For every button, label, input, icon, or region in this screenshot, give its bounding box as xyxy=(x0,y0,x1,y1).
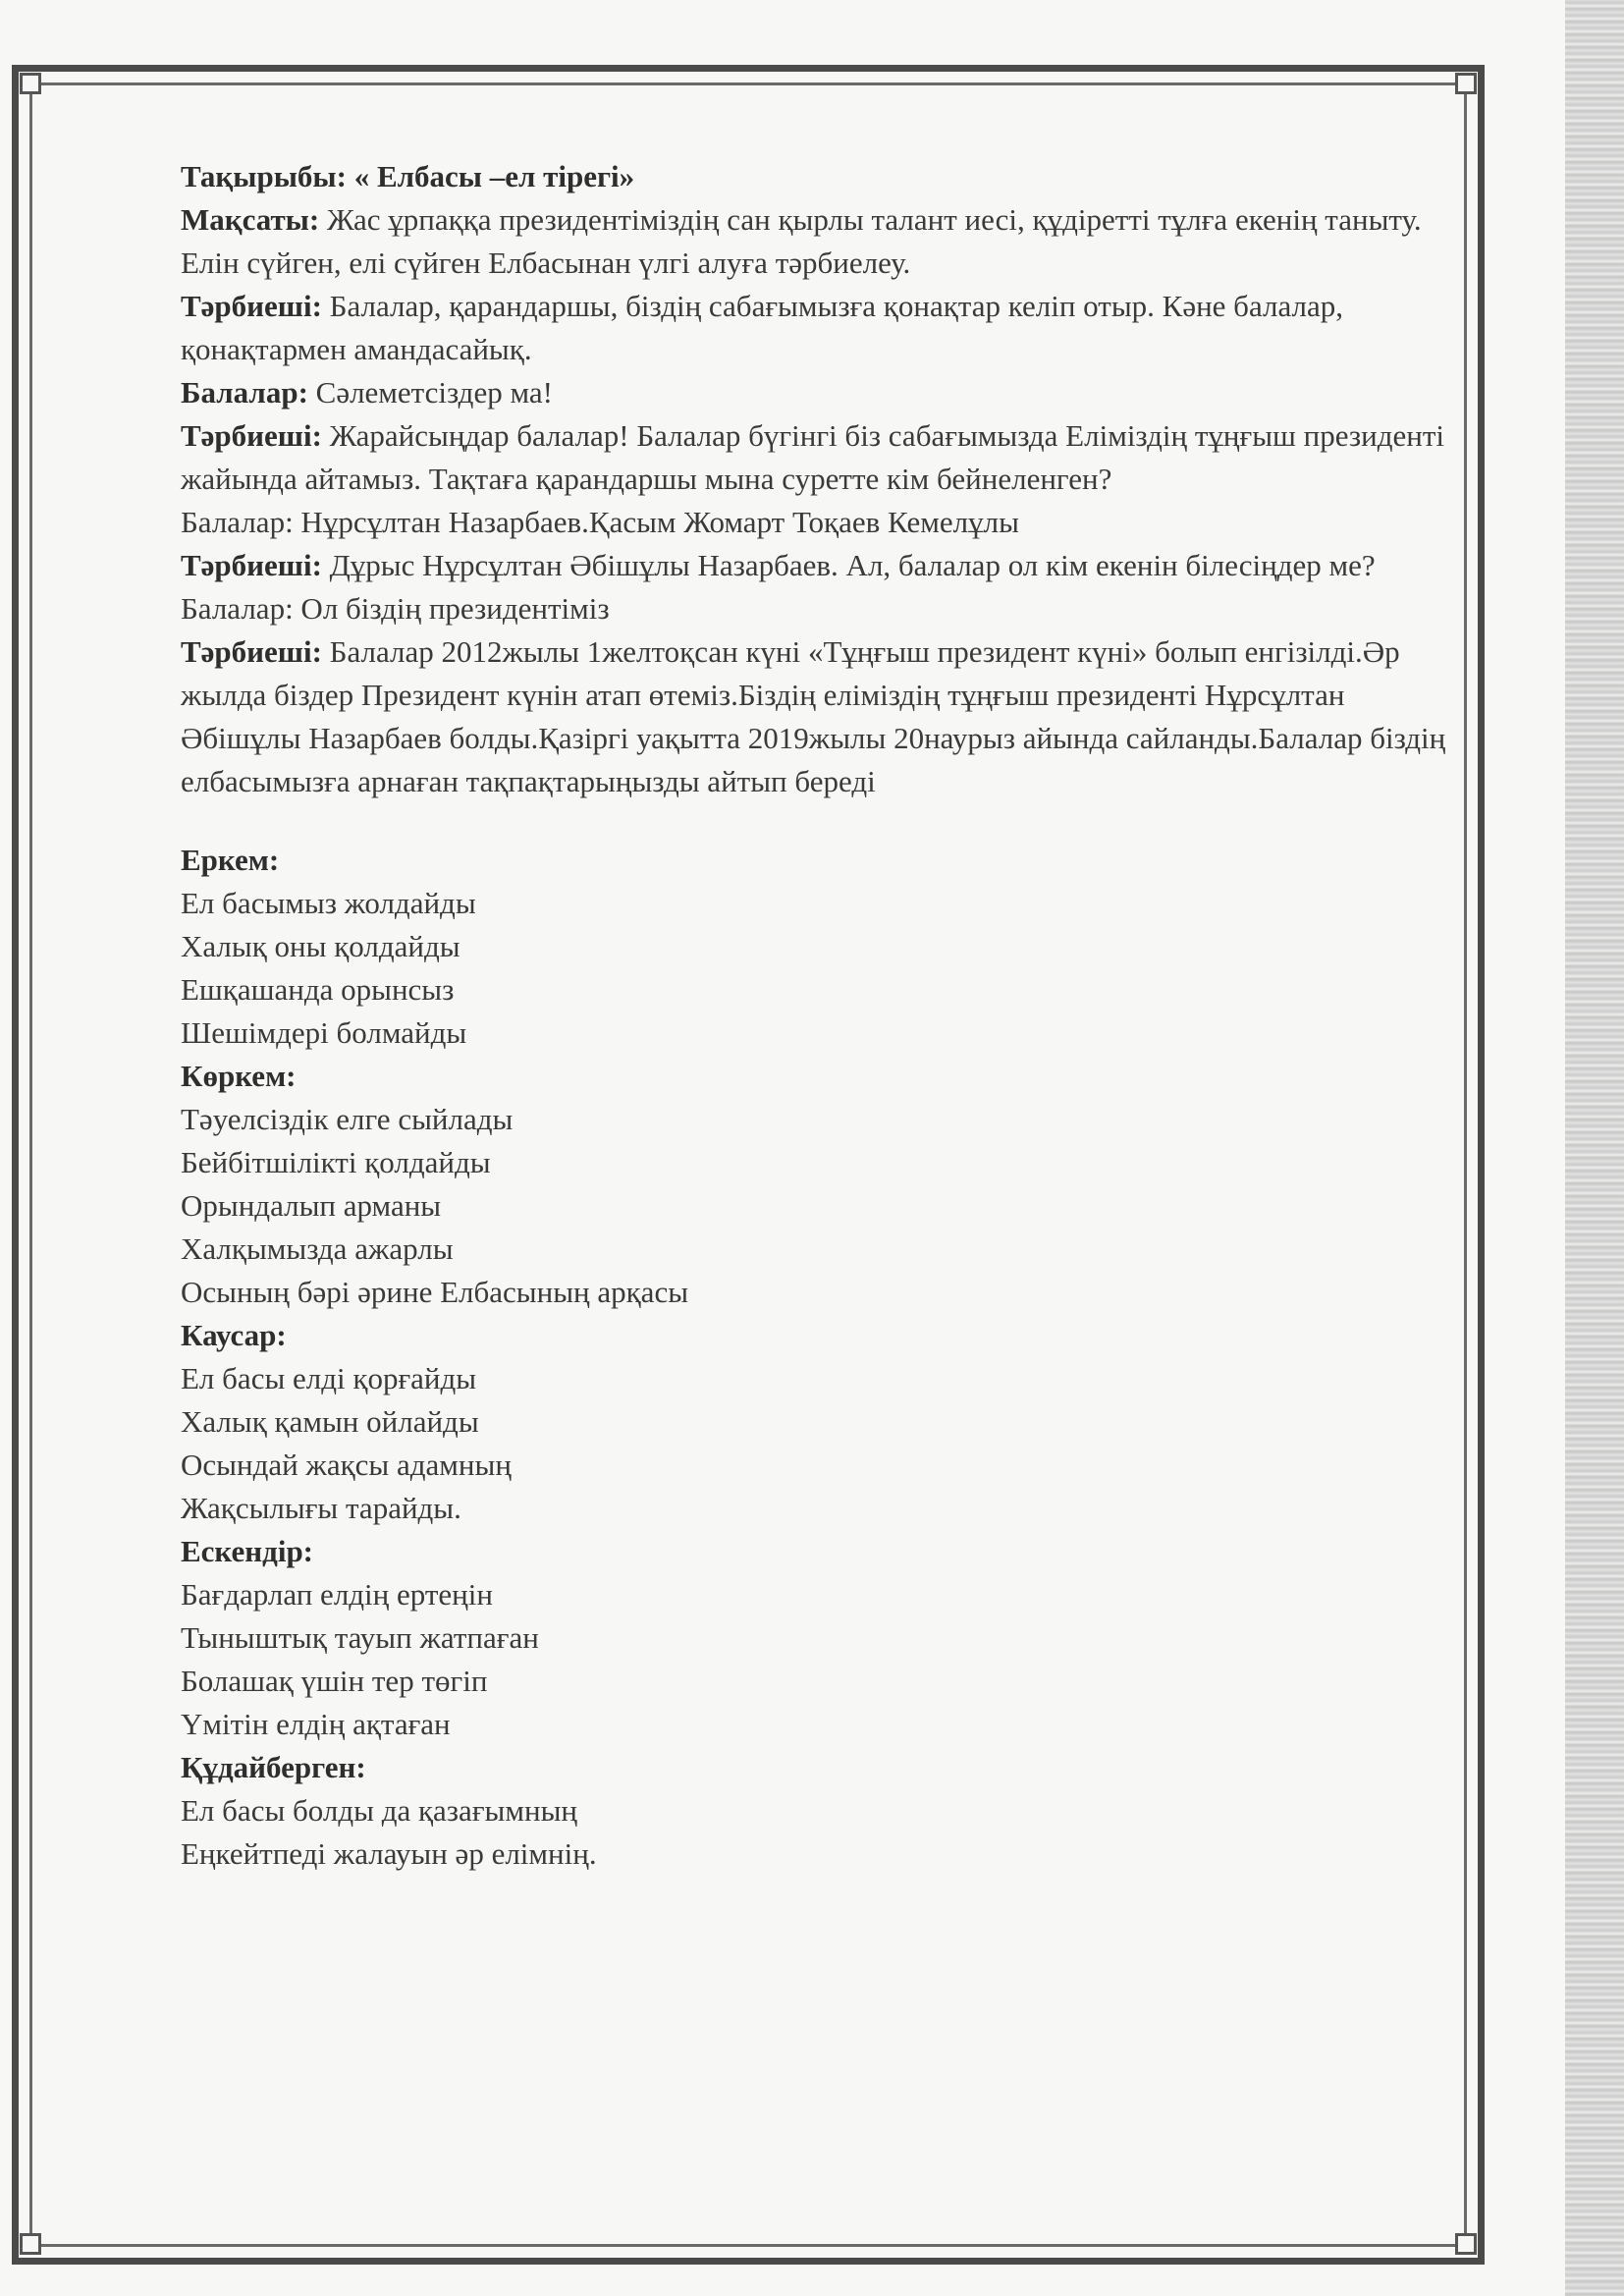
topic-line xyxy=(181,155,1457,198)
speaker-label: Тәрбиеші: xyxy=(181,634,322,669)
border-corner-ornament xyxy=(20,73,41,94)
poem-line: Осының бәрі әрине Елбасының арқасы xyxy=(181,1275,689,1309)
poem-line: Ел басы елді қорғайды xyxy=(181,1361,477,1395)
lesson-dialogue xyxy=(181,155,1457,803)
goal-line xyxy=(181,198,1457,285)
poem-line: Тыныштық тауып жатпаған xyxy=(181,1620,539,1655)
dialogue-line xyxy=(181,285,1457,371)
poem-line: Бағдарлап елдің ертеңін xyxy=(181,1577,493,1612)
poem-block xyxy=(181,1530,1457,1746)
topic-text: « Елбасы –ел тірегі» xyxy=(346,159,635,193)
border-corner-ornament xyxy=(1455,73,1477,94)
poem-line: Тәуелсіздік елге сыйлады xyxy=(181,1102,514,1136)
poem-line: Үмітін елдің ақтаған xyxy=(181,1707,451,1741)
poem-line: Орындалып арманы xyxy=(181,1188,442,1223)
reciter-name: Құдайберген: xyxy=(181,1750,366,1784)
speaker-label: Тәрбиеші: xyxy=(181,548,322,582)
poem-line: Жақсылығы тарайды. xyxy=(181,1491,461,1525)
dialogue-line xyxy=(181,630,1457,803)
dialogue-line xyxy=(181,587,1457,630)
dialogue-line xyxy=(181,501,1457,544)
poem-block xyxy=(181,1746,1457,1876)
speaker-label: Тақырыбы: xyxy=(181,159,347,193)
document-body xyxy=(181,155,1457,1876)
poem-line: Ешқашанда орынсыз xyxy=(181,972,455,1007)
poem-line: Осындай жақсы адамның xyxy=(181,1448,512,1482)
dialogue-line xyxy=(181,414,1457,501)
speaker-label: Тәрбиеші: xyxy=(181,418,322,453)
dialogue-text: Балалар, қарандаршы, біздің сабағымызға қонақтар келіп отыр. Кәне балалар, қонақтармен амандасайық. xyxy=(181,289,1343,366)
poem-line: Халқымызда ажарлы xyxy=(181,1231,454,1266)
border-corner-ornament xyxy=(1455,2233,1477,2255)
reciter-name: Каусар: xyxy=(181,1318,287,1352)
poem-block xyxy=(181,839,1457,1055)
poem-line: Бейбітшілікті қолдайды xyxy=(181,1145,491,1179)
poem-line: Ел басымыз жолдайды xyxy=(181,886,476,920)
dialogue-text: Балалар: Нұрсұлтан Назарбаев.Қасым Жомарт Тоқаев Кемелұлы xyxy=(181,505,1019,539)
poem-line: Еңкейтпеді жалауын әр елімнің. xyxy=(181,1836,597,1871)
speaker-label: Балалар: xyxy=(181,375,308,410)
poem-line: Халық оны қолдайды xyxy=(181,929,460,963)
poem-line: Ел басы болды да қазағымның xyxy=(181,1793,577,1828)
dialogue-text: Балалар: Ол біздің президентіміз xyxy=(181,591,610,626)
dialogue-line xyxy=(181,371,1457,414)
dialogue-text: Жас ұрпаққа президентіміздің сан қырлы талант иесі, құдіретті тұлға екенің таныту. Елін сүйген, елі сүйген Елбасынан үлгі алуға тәрбиелеу. xyxy=(181,202,1422,280)
poem-line: Шешімдері болмайды xyxy=(181,1015,467,1050)
poem-line: Болашақ үшін тер төгіп xyxy=(181,1664,488,1698)
poem-line: Халық қамын ойлайды xyxy=(181,1404,479,1439)
reciter-name: Ескендір: xyxy=(181,1534,314,1568)
dialogue-text: Сәлеметсіздер ма! xyxy=(307,375,553,410)
reciter-name: Еркем: xyxy=(181,843,280,877)
dialogue-text: Дұрыс Нұрсұлтан Әбішұлы Назарбаев. Ал, балалар ол кім екенін білесіңдер ме? xyxy=(321,548,1376,582)
poem-block xyxy=(181,1314,1457,1530)
dialogue-text: Балалар 2012жылы 1желтоқсан күні «Тұңғыш президент күні» болып енгізілді.Әр жылда біздер Президент күнін атап өтеміз.Біздің еліміздің тұңғыш президенті Нұрсұлтан Әбішұлы Назарбаев болды.Қазіргі уақытта 2019жылы 20наурыз айында сайланды.Балалар біздің елбасымызға арнаған тақпақтарыңызды айтып береді xyxy=(181,634,1446,798)
scan-edge-strip xyxy=(1565,0,1624,2296)
border-corner-ornament xyxy=(20,2233,41,2255)
dialogue-text: Жарайсыңдар балалар! Балалар бүгінгі біз сабағымызда Еліміздің тұңғыш президенті жайында айтамыз. Тақтаға қарандаршы мына суретте кім бейнеленген? xyxy=(181,418,1444,496)
poems-section xyxy=(181,839,1457,1876)
poem-block xyxy=(181,1055,1457,1314)
reciter-name: Көркем: xyxy=(181,1059,297,1093)
speaker-label: Тәрбиеші: xyxy=(181,289,322,323)
dialogue-line xyxy=(181,544,1457,587)
speaker-label: Мақсаты: xyxy=(181,202,320,237)
